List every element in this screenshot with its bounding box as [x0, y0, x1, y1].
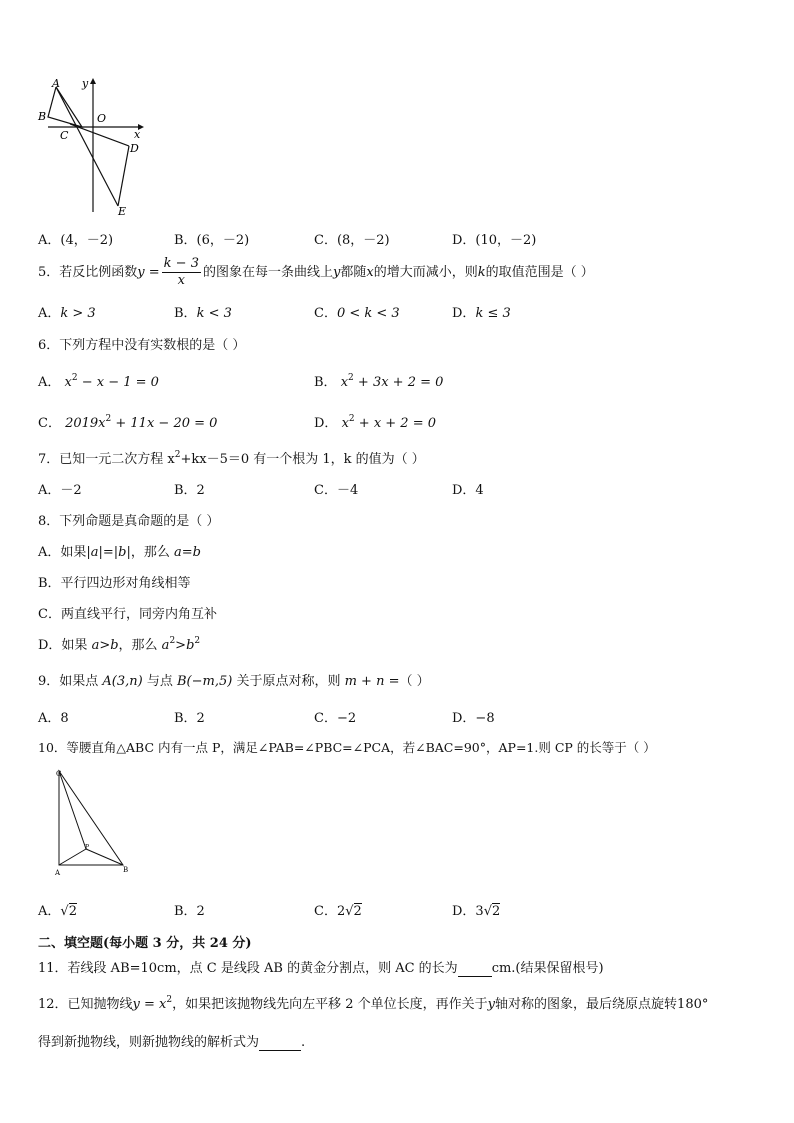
q9-option-c: C．−2 — [314, 711, 357, 726]
q4-option-c: C．(8，－2) — [314, 233, 390, 248]
q5-text-3: 的增大而减小，则 — [373, 265, 478, 280]
q5-a-math: k > 3 — [60, 306, 96, 321]
q5-var-x: x — [366, 265, 374, 280]
q5-option-c — [314, 302, 400, 321]
q6-d-sup: 2 — [348, 414, 355, 424]
label-b: B — [123, 866, 129, 874]
q8-d-math-1: a>b — [91, 638, 119, 653]
q5-fraction — [162, 256, 201, 289]
q6-c-label: C． — [38, 416, 61, 431]
q6-option-b — [314, 371, 443, 390]
sqrt-icon: √ — [483, 904, 492, 919]
y-axis-arrow — [90, 78, 96, 84]
q11-prefix: 11．若线段 AB=10cm，点 C 是线段 AB 的黄金分割点，则 AC 的长为 — [38, 961, 458, 976]
segment-ap — [59, 849, 86, 865]
q9-expr: m + n — [344, 674, 385, 689]
q6-c-sup: 2 — [105, 414, 112, 424]
segment-ae — [56, 87, 118, 206]
label-a: A — [55, 869, 61, 877]
q8-d-math-2b: >b — [175, 638, 195, 653]
label-c: C — [56, 770, 62, 778]
q6-stem: 6．下列方程中没有实数根的是（ ） — [38, 338, 246, 353]
q5-text-2: 都随 — [340, 265, 367, 280]
q6-a-math-2: − x − 1 = 0 — [77, 375, 159, 390]
q11-answer-blank[interactable] — [458, 961, 492, 977]
segment-cp — [59, 771, 86, 849]
q6-c-math-1: 2019x — [65, 416, 106, 431]
q8-d-sup-2: 2 — [194, 636, 201, 646]
q12-line-1 — [38, 993, 708, 1012]
q6-c-math-2: + 11x − 20 = 0 — [111, 416, 218, 431]
q5-var-y: y — [332, 265, 341, 280]
q5-numerator: k − 3 — [163, 256, 199, 271]
q8-a-math-2: a=b — [174, 545, 201, 560]
q9-prefix: 9．如果点 — [38, 674, 103, 689]
label-c: C — [60, 129, 69, 142]
q7-option-b: B．2 — [174, 483, 205, 498]
q8-option-b: B．平行四边形对角线相等 — [38, 576, 191, 591]
q11-suffix: cm.(结果保留根号) — [491, 961, 604, 976]
q12-text-2: 轴对称的图象，最后绕原点旋转 — [495, 997, 678, 1012]
q6-b-math-2: + 3x + 2 = 0 — [353, 375, 444, 390]
q5-stem — [38, 256, 594, 290]
q7-option-c: C．－4 — [314, 483, 359, 498]
q7-option-a: A．－2 — [38, 483, 82, 498]
q5-d-math: k ≤ 3 — [475, 306, 511, 321]
q7-sup: 2 — [174, 450, 181, 460]
q12-answer-blank[interactable] — [259, 1035, 301, 1051]
label-p: P — [85, 844, 90, 851]
q8-d-mid: ，那么 — [118, 638, 162, 653]
q12-prefix: 12．已知抛物线 — [38, 997, 133, 1012]
q5-y-eq: y = — [137, 265, 160, 280]
label-d: D — [130, 142, 139, 155]
q9-stem — [38, 670, 430, 689]
q8-a-math-1: |a|=|b| — [86, 545, 131, 560]
q12-line2-prefix: 得到新抛物线，则新抛物线的解析式为 — [38, 1035, 260, 1050]
q10-option-a — [38, 900, 77, 919]
q9-point-a: A(3,n) — [102, 674, 143, 689]
q7-stem — [38, 448, 425, 467]
q10-d-label: D．3 — [452, 904, 484, 919]
q8-a-prefix: A．如果 — [38, 545, 87, 560]
q10-c-label: C．2 — [314, 904, 346, 919]
q7-prefix: 7．已知一元二次方程 x — [38, 452, 175, 467]
q6-b-sup: 2 — [348, 373, 354, 383]
q9-option-d: D．−8 — [452, 711, 495, 726]
q6-a-label: A． — [38, 375, 61, 390]
q8-option-c: C．两直线平行，同旁内角互补 — [38, 607, 217, 622]
q5-c-label: C． — [314, 306, 337, 321]
q4-option-a: A．(4，－2) — [38, 233, 114, 248]
q5-var-k: k — [477, 265, 486, 280]
q10-a-radicand: 2 — [68, 904, 77, 919]
q6-b-label: B． — [314, 375, 337, 390]
section-2-heading: 二、填空题(每小题 3 分，共 24 分) — [38, 936, 252, 951]
q12-degrees: 180° — [677, 997, 709, 1012]
q10-c-radicand: 2 — [353, 904, 362, 919]
q6-d-label: D． — [314, 416, 338, 431]
q6-a-sup: 2 — [71, 373, 78, 383]
q10-triangle-figure — [50, 764, 136, 880]
q10-a-label: A． — [38, 904, 61, 919]
q9-mid-2: 关于原点对称，则 — [232, 674, 345, 689]
q6-a-math-1: x — [64, 375, 72, 390]
q5-prefix: 5．若反比例函数 — [38, 265, 138, 280]
sqrt-icon: √ — [60, 904, 69, 919]
q5-b-label: B． — [174, 306, 197, 321]
q12-equation: y = x — [132, 997, 167, 1012]
q5-option-b — [174, 302, 232, 321]
q10-stem: 10．等腰直角△ABC 内有一点 P，满足∠PAB=∠PBC=∠PCA，若∠BAC=90°，AP=1.则 CP 的长等于（ ） — [38, 740, 656, 755]
q6-b-math-1: x — [340, 375, 349, 390]
q8-option-d — [38, 634, 200, 653]
q5-c-math: 0 < k < 3 — [336, 306, 400, 321]
q5-text-1: 的图象在每一条曲线上 — [202, 265, 333, 280]
q8-option-a — [38, 541, 201, 560]
q7-suffix: +kx－5＝0 有一个根为 1，k 的值为（ ） — [180, 452, 425, 467]
q8-stem: 8．下列命题是真命题的是（ ） — [38, 514, 220, 529]
q10-option-c — [314, 900, 362, 919]
q9-option-a: A．8 — [38, 711, 69, 726]
label-a: A — [52, 77, 60, 90]
q10-d-radicand: 2 — [492, 904, 501, 919]
q5-option-a — [38, 302, 96, 321]
q6-d-math-2: + x + 2 = 0 — [354, 416, 437, 431]
q12-text-1: ，如果把该抛物线先向左平移 2 个单位长度，再作关于 — [172, 997, 488, 1012]
q12-line2-suffix: . — [301, 1035, 306, 1050]
q8-a-mid: ，那么 — [130, 545, 175, 560]
q12-line-2 — [38, 1031, 305, 1051]
q8-d-sup-1: 2 — [169, 636, 176, 646]
q5-a-label: A． — [38, 306, 61, 321]
q7-option-d: D．4 — [452, 483, 484, 498]
q9-mid-1: 与点 — [142, 674, 177, 689]
q6-d-math-1: x — [341, 416, 349, 431]
label-b: B — [38, 110, 47, 123]
q5-d-label: D． — [452, 306, 476, 321]
sqrt-icon: √ — [345, 904, 354, 919]
q12-sup: 2 — [166, 995, 173, 1005]
q5-denominator: x — [177, 273, 185, 288]
q4-coordinate-figure — [34, 76, 150, 218]
q5-text-4: 的取值范围是（ ） — [485, 265, 594, 280]
q11-stem — [38, 957, 604, 977]
label-e: E — [118, 205, 127, 218]
q6-option-d — [314, 412, 436, 431]
label-x: x — [134, 128, 141, 141]
segment-de — [118, 146, 129, 206]
q4-option-d: D．(10，－2) — [452, 233, 537, 248]
q6-option-c — [38, 412, 217, 431]
q4-option-b: B．(6，－2) — [174, 233, 250, 248]
label-y: y — [82, 77, 89, 90]
triangle-abc — [48, 87, 82, 127]
q9-option-b: B．2 — [174, 711, 205, 726]
q9-suffix: =（ ） — [384, 674, 430, 689]
label-o: O — [97, 112, 107, 125]
q12-var-y: y — [487, 997, 496, 1012]
q10-option-b: B．2 — [174, 904, 205, 919]
q5-b-math: k < 3 — [196, 306, 232, 321]
q10-option-d — [452, 900, 500, 919]
q9-point-b: B(−m,5) — [176, 674, 233, 689]
q8-d-math-2a: a — [161, 638, 170, 653]
q5-option-d — [452, 302, 511, 321]
q8-d-prefix: D．如果 — [38, 638, 92, 653]
q6-option-a — [38, 371, 159, 390]
